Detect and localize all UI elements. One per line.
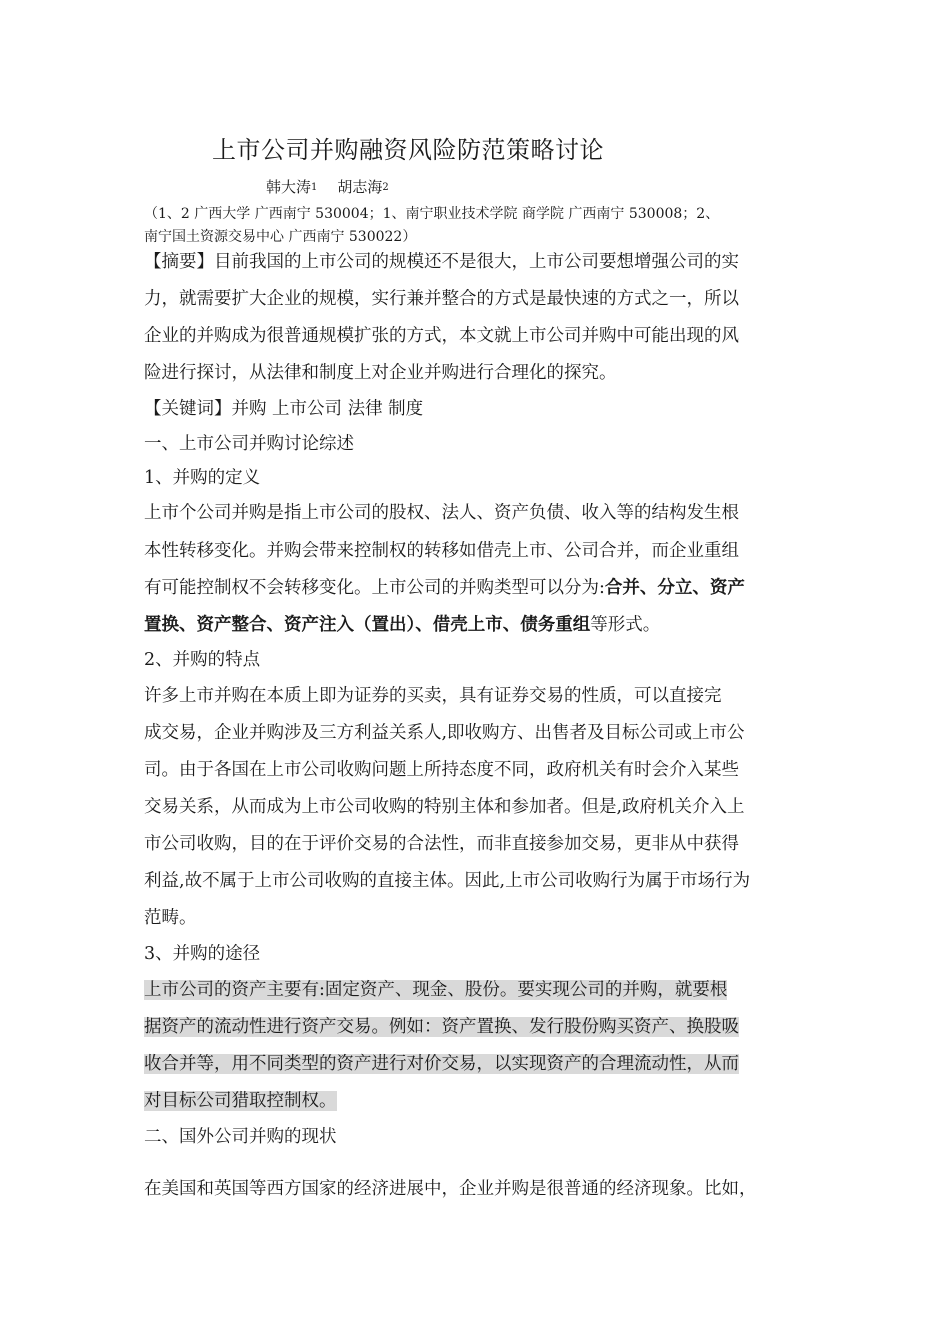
author-name: 韩大涛 <box>266 178 312 196</box>
keywords-line: 【关键词】并购 上市公司 法律 制度 <box>144 399 424 419</box>
author-affiliation-mark: 1 <box>311 182 318 193</box>
abstract-line: 险进行探讨，从法律和制度上对企业并购进行合理化的探究。 <box>144 363 617 383</box>
subsection-heading: 3、并购的途径 <box>144 944 261 964</box>
bold-text: 置换、资产整合、资产注入（置出）、借壳上市、债务重组 <box>144 615 591 635</box>
author-name: 胡志海 <box>337 178 383 196</box>
body-text: 有可能控制权不会转移变化。上市公司的并购类型可以分为: <box>144 578 605 598</box>
highlighted-line <box>144 978 727 1002</box>
body-line: 在美国和英国等西方国家的经济进展中，企业并购是很普通的经济现象。比如， <box>144 1179 757 1199</box>
affiliation-line: （1、2 广西大学 广西南宁 530004；1、南宁职业技术学院 商学院 广西南宁 530008；2、 <box>144 206 720 222</box>
body-line: 司。由于各国在上市公司收购问题上所持态度不同，政府机关有时会介入某些 <box>144 760 739 780</box>
abstract-line: 企业的并购成为很普通规模扩张的方式，本文就上市公司并购中可能出现的风 <box>144 326 739 346</box>
highlighted-text: 对目标公司猎取控制权。 <box>144 1091 337 1111</box>
body-line: 交易关系，从而成为上市公司收购的特别主体和参加者。但是,政府机关介入上 <box>144 797 745 817</box>
paper-title: 上市公司并购融资风险防范策略讨论 <box>212 136 604 164</box>
section-heading: 一、上市公司并购讨论综述 <box>144 434 354 454</box>
section-heading: 二、国外公司并购的现状 <box>144 1127 337 1147</box>
body-line: 成交易，企业并购涉及三方利益关系人,即收购方、出售者及目标公司或上市公 <box>144 723 745 743</box>
body-line: 市公司收购，目的在于评价交易的合法性，而非直接参加交易，更非从中获得 <box>144 834 739 854</box>
author-line <box>266 176 389 197</box>
bold-text: 合并、分立、资产 <box>604 578 745 598</box>
subsection-heading: 1、并购的定义 <box>144 468 261 488</box>
author-affiliation-mark: 2 <box>382 182 389 193</box>
highlighted-text: 收合并等，用不同类型的资产进行对价交易，以实现资产的合理流动性，从而 <box>144 1054 739 1074</box>
highlighted-text: 上市公司的资产主要有:固定资产、现金、股份。要实现公司的并购，就要根 <box>144 980 728 1000</box>
body-line: 利益,故不属于上市公司收购的直接主体。因此,上市公司收购行为属于市场行为 <box>144 871 751 891</box>
body-line <box>144 576 745 600</box>
highlighted-line <box>144 1052 739 1076</box>
highlighted-text: 据资产的流动性进行资产交易。例如：资产置换、发行股份购买资产、换股吸 <box>144 1017 739 1037</box>
body-text: 等形式。 <box>590 615 661 635</box>
body-line: 许多上市并购在本质上即为证券的买卖，具有证券交易的性质，可以直接完 <box>144 686 722 706</box>
body-line: 上市个公司并购是指上市公司的股权、法人、资产负债、收入等的结构发生根 <box>144 503 739 523</box>
abstract-line: 【摘要】目前我国的上市公司的规模还不是很大，上市公司要想增强公司的实 <box>144 252 739 272</box>
highlighted-line <box>144 1089 337 1113</box>
affiliation-line: 南宁国土资源交易中心 广西南宁 530022） <box>144 229 417 245</box>
body-line <box>144 613 660 637</box>
highlighted-line <box>144 1015 739 1039</box>
body-line: 本性转移变化。并购会带来控制权的转移如借壳上市、公司合并，而企业重组 <box>144 541 739 561</box>
subsection-heading: 2、并购的特点 <box>144 650 261 670</box>
abstract-line: 力，就需要扩大企业的规模，实行兼并整合的方式是最快速的方式之一，所以 <box>144 289 739 309</box>
body-line: 范畴。 <box>144 908 197 928</box>
